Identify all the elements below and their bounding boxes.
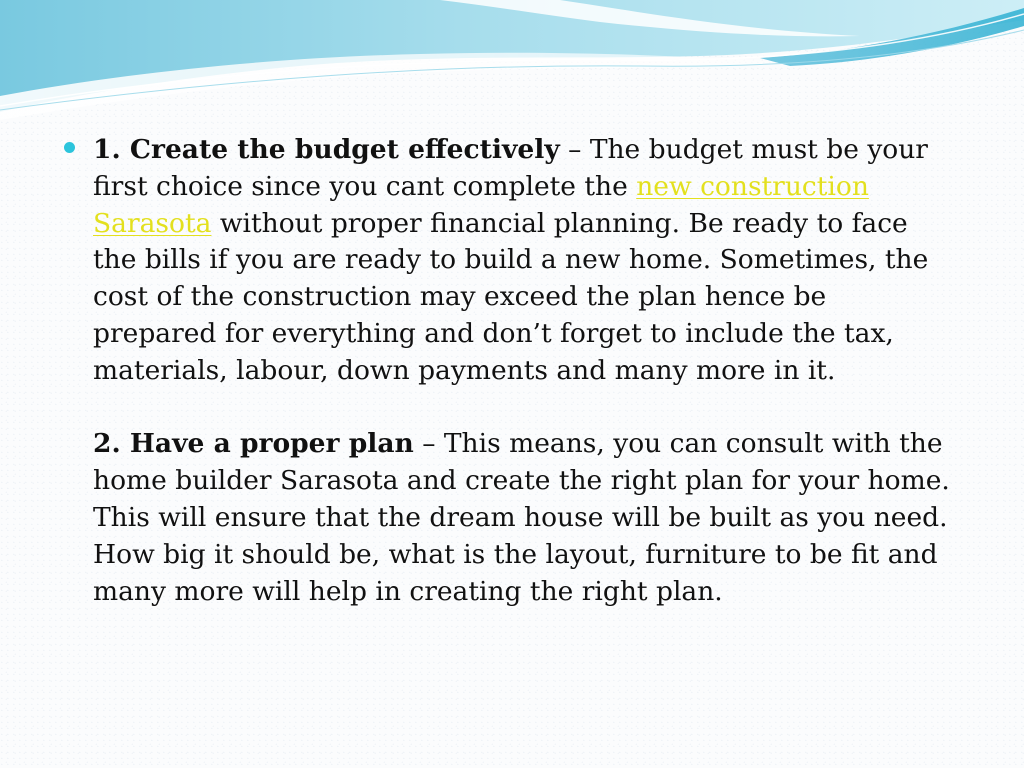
heading-budget: 1. Create the budget effectively [93, 134, 560, 165]
paragraph-spacer [93, 390, 958, 427]
text-plan: – This means, you can consult with the home builder Sarasota and create the right plan for your home. This will ensure that the dream house will be built as you need. How big it should be, what is the layout, furniture to be fit and many more will help in creating the right plan. [93, 428, 950, 607]
bullet-dot-icon [64, 142, 75, 153]
heading-plan: 2. Have a proper plan [93, 428, 414, 460]
bullet-item [58, 132, 958, 610]
text-budget-before-link: – The budget must be your first choice since you cant complete the [93, 134, 928, 202]
link-new-construction-sarasota[interactable]: new construction Sarasota [93, 170, 869, 239]
content-area [58, 132, 958, 610]
text-budget-after-link: without proper financial planning. Be ready to face the bills if you are ready to build a new home. Sometimes, the cost of the construction may exceed the plan hence be prepared for everything and don’t forget to include the tax, materials, labour, down payments and many more in it. [93, 207, 929, 386]
paragraph-budget [93, 132, 958, 390]
header-wave-decoration [0, 0, 1024, 120]
paragraph-plan [93, 426, 958, 610]
bullet-body [93, 132, 958, 610]
